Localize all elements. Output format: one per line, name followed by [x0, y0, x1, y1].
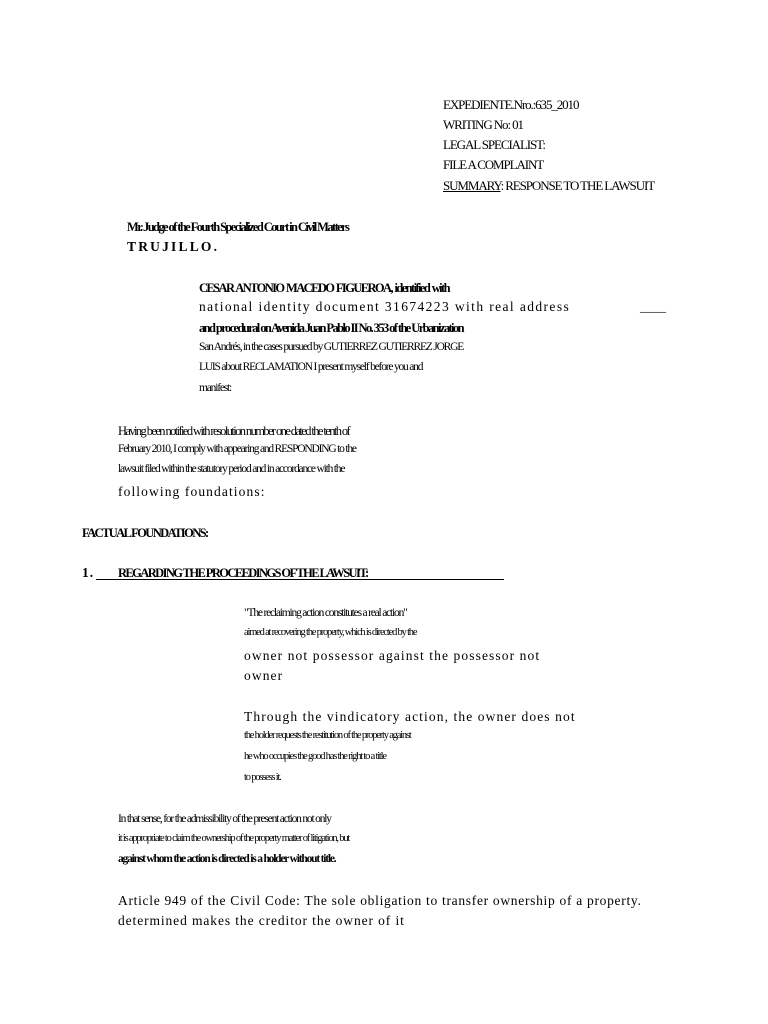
admissibility-line-1: In that sense, for the admissibility of the present action not only [118, 813, 331, 825]
quote-line-8: to possess it. [244, 772, 281, 783]
intro-line-5: LUIS about RECLAMATION I present myself before you and [199, 361, 423, 373]
factual-foundations-heading: FACTUAL FOUNDATIONS: [82, 526, 208, 540]
notice-line-3: lawsuit filed within the statutory period and in accordance with the [118, 463, 345, 475]
admissibility-line-3: against whom the action is directed is a holder without title. [118, 853, 336, 865]
summary-label: SUMMARY [443, 178, 501, 193]
quote-line-3: owner not possessor against the possessor not [244, 648, 541, 663]
quote-line-1: "The reclaiming action constitutes a real action" [244, 607, 407, 619]
expediente-number: EXPEDIENTE.Nro.:635_2010 [443, 97, 579, 112]
item-title-underline [96, 579, 504, 580]
quote-line-7: he who occupies the good has the right to a title [244, 751, 386, 762]
writing-number: WRITING No: 01 [443, 117, 523, 132]
judge-addressee: Mr. Judge of the Fourth Specialized Court in Civil Matters [127, 220, 349, 234]
notice-line-4: following foundations: [118, 484, 266, 499]
intro-line-3: and procedural on Avenida Juan Pablo II No. 353 of the Urbanization [199, 321, 463, 335]
notice-line-1: Having been notified with resolution number one dated the tenth of [118, 424, 350, 438]
intro-line-4: San Andrés, in the cases pursued by GUTIERREZ GUTIERREZ JORGE [199, 341, 464, 353]
summary-line [443, 179, 654, 192]
notice-line-2: February 2010, I comply with appearing and RESPONDING to the [118, 443, 356, 455]
intro-blank-line: ____ [640, 299, 666, 314]
quote-line-2: aimed at recovering the property, which is directed by the [244, 627, 417, 638]
intro-line-6: manifest: [199, 382, 231, 394]
file-a-complaint: FILE A COMPLAINT [443, 157, 544, 172]
article-line-1: Article 949 of the Civil Code: The sole obligation to transfer ownership of a property. [118, 893, 642, 908]
intro-line-1: CESAR ANTONIO MACEDO FIGUEROA, identified with [199, 281, 449, 295]
city-addressee: TRUJILLO. [127, 239, 220, 254]
intro-line-2: national identity document 31674223 with real address [199, 299, 571, 314]
summary-text: : RESPONSE TO THE LAWSUIT [500, 178, 655, 193]
quote-line-4: owner [244, 668, 284, 683]
quote-line-6: the holder requests the restitution of the property against [244, 730, 411, 741]
item-number: 1. [82, 565, 95, 580]
admissibility-line-2: it is appropriate to claim the ownership of the property matter of litigation, but [118, 833, 350, 844]
legal-specialist: LEGAL SPECIALIST: [443, 137, 545, 152]
article-line-2: determined makes the creditor the owner of it [118, 913, 405, 928]
item-title: REGARDING THE PROCEEDINGS OF THE LAWSUIT: [118, 566, 368, 580]
quote-line-5: Through the vindicatory action, the owner does not [244, 709, 576, 724]
